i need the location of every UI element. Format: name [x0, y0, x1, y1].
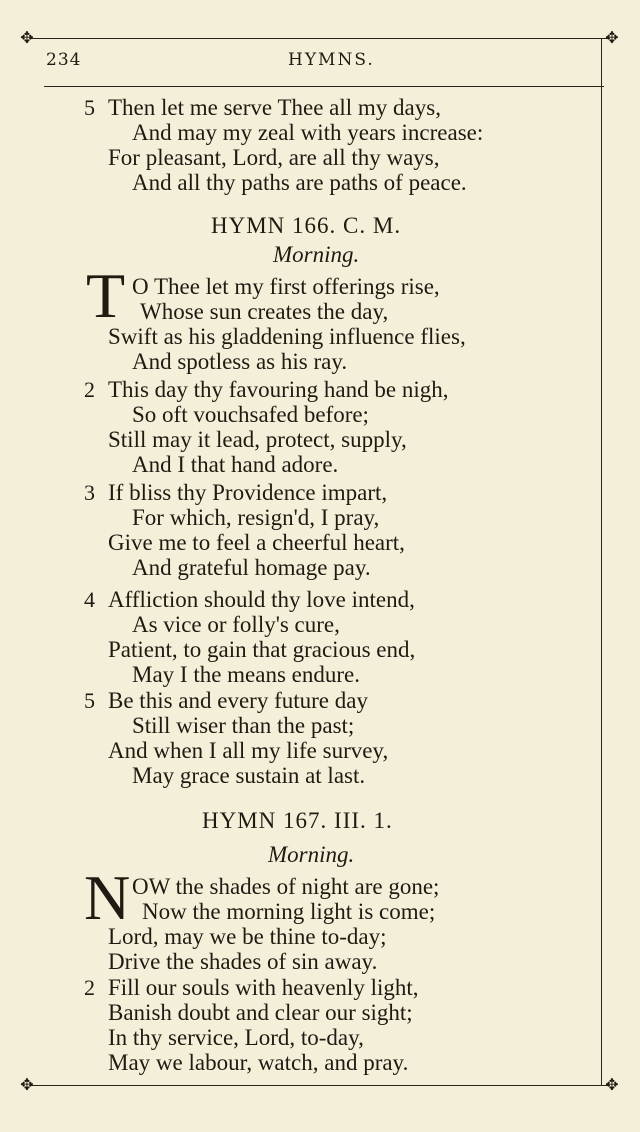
verse-number: 2: [84, 975, 95, 1000]
verse-line: May I the means endure.: [132, 662, 361, 687]
drop-cap: T: [86, 260, 126, 331]
verse-line: As vice or folly's cure,: [132, 612, 340, 637]
verse-line: Lord, may we be thine to-day;: [108, 924, 387, 949]
verse-line: Then let me serve Thee all my days,: [108, 95, 441, 120]
verse-line: Swift as his gladdening influence flies,: [108, 324, 466, 349]
verse-line: O Thee let my first offerings rise,: [132, 274, 440, 299]
hymn-title: HYMN 166. C. M.: [211, 213, 402, 238]
verse-line: Drive the shades of sin away.: [108, 949, 378, 974]
verse-line: OW the shades of night are gone;: [132, 874, 440, 899]
verse-line: So oft vouchsafed before;: [132, 402, 369, 427]
right-rule: [601, 38, 602, 1085]
verse-line: Be this and every future day: [108, 688, 368, 713]
verse-number: 3: [84, 480, 95, 505]
top-rule: [30, 38, 610, 39]
verse-number: 5: [84, 688, 95, 713]
verse-number: 2: [84, 377, 95, 402]
verse-line: Now the morning light is come;: [142, 899, 436, 924]
corner-ornament-icon: ✥: [605, 28, 619, 47]
corner-ornament-icon: ✥: [20, 1075, 34, 1094]
verse-line: Patient, to gain that gracious end,: [108, 637, 416, 662]
verse-line: Banish doubt and clear our sight;: [108, 1000, 413, 1025]
verse-line: Still wiser than the past;: [132, 713, 355, 738]
verse-line: And spotless as his ray.: [132, 349, 348, 374]
verse-number: 4: [84, 587, 95, 612]
verse-line: Affliction should thy love intend,: [108, 587, 415, 612]
verse-line: May we labour, watch, and pray.: [108, 1050, 409, 1075]
page-number: 234: [46, 50, 82, 70]
header-rule: [44, 86, 604, 87]
verse-line: And when I all my life survey,: [108, 738, 389, 763]
verse-line: And I that hand adore.: [132, 452, 339, 477]
corner-ornament-icon: ✥: [20, 28, 34, 47]
corner-ornament-icon: ✥: [605, 1075, 619, 1094]
verse-line: This day thy favouring hand be nigh,: [108, 377, 449, 402]
bottom-rule: [30, 1085, 610, 1086]
drop-cap: N: [84, 862, 131, 933]
hymn-title: HYMN 167. III. 1.: [202, 808, 393, 833]
verse-number: 5: [84, 95, 95, 120]
verse-line: And may my zeal with years increase:: [132, 120, 484, 145]
running-title: HYMNS.: [288, 50, 375, 70]
verse-line: And grateful homage pay.: [132, 555, 371, 580]
verse-line: In thy service, Lord, to-day,: [108, 1025, 364, 1050]
verse-line: If bliss thy Providence impart,: [108, 480, 388, 505]
verse-line: May grace sustain at last.: [132, 763, 366, 788]
hymn-subtitle: Morning.: [273, 242, 360, 267]
verse-line: And all thy paths are paths of peace.: [132, 170, 467, 195]
hymn-subtitle: Morning.: [268, 842, 355, 867]
verse-line: Still may it lead, protect, supply,: [108, 427, 407, 452]
verse-line: Whose sun creates the day,: [140, 299, 389, 324]
verse-line: For pleasant, Lord, are all thy ways,: [108, 145, 440, 170]
verse-line: For which, resign'd, I pray,: [132, 505, 380, 530]
verse-line: Give me to feel a cheerful heart,: [108, 530, 405, 555]
verse-line: Fill our souls with heavenly light,: [108, 975, 419, 1000]
